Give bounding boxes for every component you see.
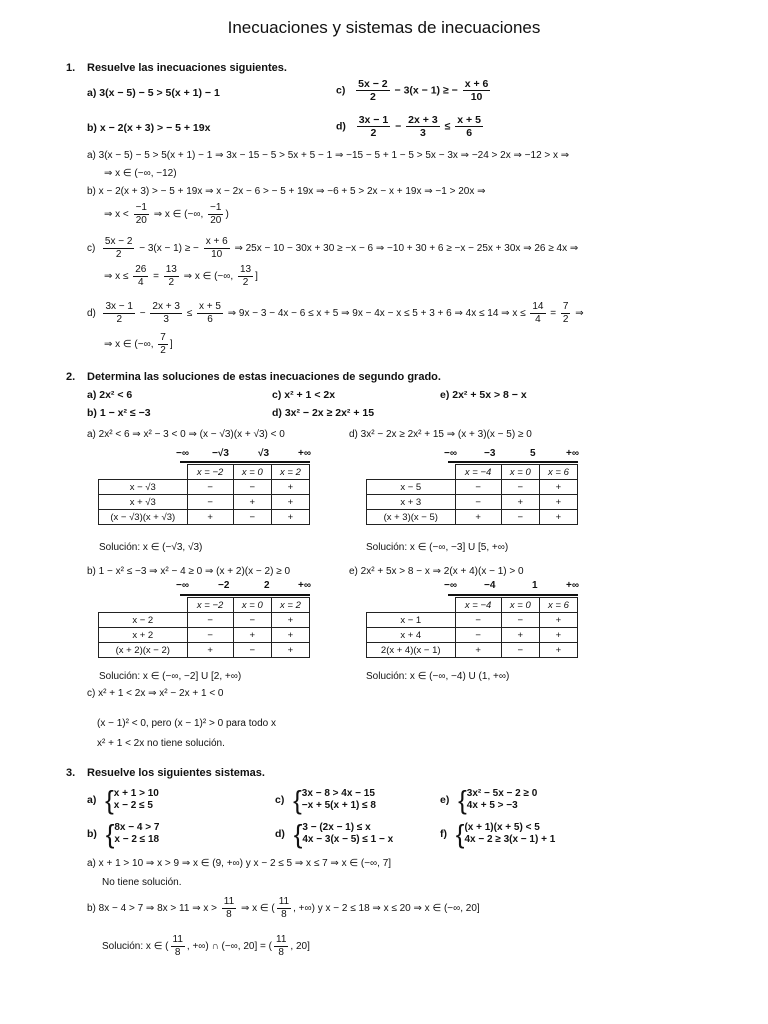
exercise-1b: b) x − 2(x + 3) > − 5 + 19x [87,122,211,134]
fraction [530,301,545,326]
fraction [133,264,148,289]
sign-cell: + [455,643,501,658]
system-equations [302,822,393,846]
tick-label: −∞ [176,580,189,591]
table-row [99,480,310,495]
denominator: 2 [562,314,569,325]
section-3-heading: Resuelve los siguientes sistemas. [87,767,265,779]
numerator: 11 [223,896,235,907]
label: c) [336,84,346,97]
tick-label: +∞ [298,448,311,459]
sign-cell: + [187,643,233,658]
denominator: 2 [370,127,377,139]
expression: ) [225,209,229,221]
numerator: x + 6 [205,236,228,247]
table-header: x = −2 [187,465,233,480]
equation: 3 − (2x − 1) ≤ x [302,822,371,833]
sign-cell: − [501,480,539,495]
sign-cell: + [271,613,309,628]
solution-2a-line: a) 2x² < 6 ⇒ x² − 3 < 0 ⇒ (x − √3)(x + √3) < 0 [87,429,285,440]
exercise-1d [336,114,485,139]
system-equations [114,788,159,812]
sign-cell: − [455,480,501,495]
tick-label: −∞ [176,448,189,459]
numerator: 11 [172,934,183,945]
tick-label: +∞ [566,580,579,591]
solution-2e-line: e) 2x² + 5x > 8 − x ⇒ 2(x + 4)(x − 1) > 0 [349,566,524,577]
table-header-row [367,465,578,480]
fraction [208,202,223,227]
system-3f [440,819,556,849]
table-header: x = −4 [455,598,501,613]
numerator: 13 [165,264,177,275]
left-brace-icon: { [293,819,303,849]
denominator: 8 [226,909,232,920]
equation: x − 2 ≤ 5 [113,800,153,811]
expression: , +∞) y x − 2 ≤ 18 ⇒ x ≤ 20 ⇒ x ∈ (−∞, 20] [293,903,480,915]
equation: 8x − 4 > 7 [114,822,160,833]
sign-cell: + [271,643,309,658]
expression: ⇒ x ≤ [104,271,129,283]
solution-1a-line2: ⇒ x ∈ (−∞, −12) [104,168,177,179]
numerator: 5x − 2 [104,236,133,247]
sign-cell: + [271,510,309,525]
sign-cell: − [455,495,501,510]
number-line [180,461,310,463]
sign-cell: − [455,613,501,628]
numerator: x + 5 [457,114,481,126]
tick-label: −3 [484,448,496,459]
numerator: x + 5 [199,301,221,312]
sign-cell: + [539,480,577,495]
tick-label: +∞ [298,580,311,591]
tick-label: −2 [218,580,230,591]
left-brace-icon: { [458,785,467,815]
sign-cell: − [187,628,233,643]
equation: x − 2 ≤ 18 [114,834,160,845]
sign-cell: − [455,628,501,643]
table-cell [99,465,188,480]
exercise-2c: c) x² + 1 < 2x [272,389,336,401]
equation: 3x − 8 > 4x − 15 [301,788,375,799]
label: f) [440,827,447,840]
expression: − 3(x − 1) ≥ − [139,243,199,255]
fraction [164,264,179,289]
denominator: 2 [115,249,122,260]
label: b) [87,827,97,840]
exercise-2a: a) 2x² < 6 [87,389,133,401]
sign-cell: + [501,495,539,510]
expression: b) 8x − 4 > 7 ⇒ 8x > 11 ⇒ x > [87,903,217,915]
denominator: 20 [210,215,222,226]
sign-cell: − [233,643,271,658]
system-3a [87,785,159,815]
fraction [158,332,168,357]
sign-cell: + [271,628,309,643]
denominator: 10 [211,249,223,260]
sign-table [98,597,310,658]
solution-1b-line2 [104,202,229,227]
row-label: x + 2 [99,628,188,643]
equation: (x + 1)(x + 5) < 5 [464,822,540,833]
expression: ⇒ x ∈ ( [240,903,275,915]
sign-cell: + [271,495,309,510]
exercise-2d: d) 3x² − 2x ≥ 2x² + 15 [272,407,375,419]
denominator: 3 [420,127,426,139]
numerator: 11 [278,896,290,907]
table-row [99,613,310,628]
equation: 3x² − 5x − 2 ≥ 0 [466,788,538,799]
table-row [367,510,578,525]
fraction [455,114,483,139]
table-header: x = 6 [539,465,577,480]
section-2-number: 2. [66,371,76,383]
solution-1b-line1: b) x − 2(x + 3) > − 5 + 19x ⇒ x − 2x − 6 > − 5 + 19x ⇒ −6 + 5 > 2x − x + 19x ⇒ −1 > 20x ⇒ [87,186,486,197]
fraction [171,934,185,959]
sign-cell: − [501,643,539,658]
denominator: 4 [138,277,144,288]
expression: ⇒ x < [104,209,129,221]
expression: ≤ [444,120,451,133]
denominator: 2 [242,277,249,288]
fraction [204,236,230,261]
expression: ⇒ x ∈ (−∞, [183,271,234,283]
fraction [197,301,223,326]
numerator: 2x + 3 [408,114,438,126]
sign-cell: + [233,495,271,510]
exercise-2e: e) 2x² + 5x > 8 − x [440,389,527,401]
tick-label: 2 [264,580,270,591]
denominator: 6 [466,127,473,139]
solution-1a-line1: a) 3(x − 5) − 5 > 5(x + 1) − 1 ⇒ 3x − 15 − 5 > 5x + 5 − 1 ⇒ −15 − 5 + 1 − 5 > 5x − 3x ⇒ −24 > 2x ⇒ −12 > x ⇒ [87,150,570,161]
table-header-row [99,598,310,613]
row-label: x − 1 [367,613,456,628]
sign-cell: + [539,510,577,525]
fraction [357,114,391,139]
table-row [367,643,578,658]
fraction [406,114,440,139]
fraction [356,78,390,103]
equation: 4x + 5 > −3 [466,800,518,811]
solution-3b-line [87,896,480,921]
sign-cell: − [233,613,271,628]
row-label: (x − √3)(x + √3) [99,510,188,525]
denominator: 10 [470,91,483,103]
number-line [448,594,578,596]
section-3-number: 3. [66,767,76,779]
numerator: −1 [135,202,147,213]
section-1-number: 1. [66,62,76,74]
sign-cell: + [187,510,233,525]
solution-1d-line2 [104,332,173,357]
sign-cell: + [539,643,577,658]
fraction [103,301,135,326]
sign-cell: + [539,613,577,628]
fraction [134,202,149,227]
expression: ⇒ [575,308,584,320]
row-label: x − √3 [99,480,188,495]
denominator: 2 [168,277,175,288]
row-label: x − 5 [367,480,456,495]
table-row [367,628,578,643]
sign-cell: − [233,510,271,525]
numerator: x + 6 [464,78,489,90]
left-brace-icon: { [105,819,115,849]
expression: ⇒ 9x − 3 − 4x − 6 ≤ x + 5 ⇒ 9x − 4x − x ≤ 5 + 3 + 6 ⇒ 4x ≤ 14 ⇒ x ≤ [227,308,526,320]
denominator: 2 [369,91,376,103]
table-row [367,613,578,628]
denominator: 4 [535,314,541,325]
denominator: 2 [116,314,123,325]
sign-cell: − [187,495,233,510]
expression: ⇒ 25x − 10 − 30x + 30 ≥ −x − 6 ⇒ −10 + 30 + 6 ≥ −x − 25x + 30x ⇒ 26 ≥ 4x ⇒ [234,243,579,255]
fraction [274,934,288,959]
sign-cell: + [539,628,577,643]
row-label: x − 2 [99,613,188,628]
solution-2d-line: d) 3x² − 2x ≥ 2x² + 15 ⇒ (x + 3)(x − 5) ≥ 0 [349,429,532,440]
fraction [561,301,571,326]
table-header: x = 2 [271,465,309,480]
expression: , 20] [290,941,310,953]
table-header: x = 0 [501,598,539,613]
system-3d [275,819,394,849]
table-row [99,510,310,525]
sign-cell: + [233,628,271,643]
numerator: 13 [239,264,252,275]
numerator: 2x + 3 [152,301,180,312]
label: d) [87,308,96,320]
table-cell [99,598,188,613]
system-equations [114,822,159,846]
solution-2c-line3: x² + 1 < 2x no tiene solución. [97,738,225,749]
equation: 4x − 3(x − 5) ≤ 1 − x [302,834,394,845]
number-line [448,461,578,463]
table-header-row [99,465,310,480]
expression: ≤ [186,308,193,320]
sign-table [366,464,578,525]
left-brace-icon: { [105,785,114,815]
label: d) [275,827,285,840]
expression: ⇒ x ∈ (−∞, [153,209,204,221]
row-label: x + √3 [99,495,188,510]
sign-cell: − [233,480,271,495]
system-equations [467,788,538,812]
tick-label: −4 [484,580,496,591]
equation: x + 1 > 10 [113,788,159,799]
expression: ] [255,271,258,283]
denominator: 8 [174,947,181,958]
tick-label: 1 [532,580,538,591]
table-header: x = −2 [187,598,233,613]
sign-cell: − [501,510,539,525]
numerator: 7 [160,332,166,343]
expression: = [153,271,159,283]
solution-1c-line2 [104,264,258,289]
sign-cell: + [455,510,501,525]
solution-3a-line: a) x + 1 > 10 ⇒ x > 9 ⇒ x ∈ (9, +∞) y x − 2 ≤ 5 ⇒ x ≤ 7 ⇒ x ∈ (−∞, 7] [87,858,392,869]
row-label: (x + 3)(x − 5) [367,510,456,525]
sign-cell: + [539,495,577,510]
expression: − 3(x − 1) ≥ − [394,84,458,97]
numerator: 11 [276,934,287,945]
sign-cell: − [187,480,233,495]
tick-label: +∞ [566,448,579,459]
table-header: x = 6 [539,598,577,613]
system-3e [440,785,538,815]
expression: ⇒ x ∈ (−∞, [104,339,154,351]
numerator: 14 [532,301,544,312]
label: e) [440,793,450,806]
table-row [99,495,310,510]
expression: , +∞) ∩ (−∞, 20] = ( [186,941,272,953]
fraction [463,78,491,103]
exercise-1c [336,78,492,103]
table-cell [367,598,456,613]
equation: 4x − 2 ≥ 3(x − 1) + 1 [464,834,556,845]
exercise-1a: a) 3(x − 5) − 5 > 5(x + 1) − 1 [87,87,220,99]
label: c) [275,793,285,806]
table-cell [367,465,456,480]
denominator: 6 [207,314,213,325]
solution-1c-line1 [87,236,578,261]
numerator: −1 [210,202,222,213]
solution-2d-result: Solución: x ∈ (−∞, −3] U [5, +∞) [366,542,509,553]
denominator: 2 [160,345,166,356]
table-row [99,643,310,658]
numerator: 26 [135,264,147,275]
expression: = [550,308,557,320]
expression: − [139,308,146,320]
denominator: 3 [163,314,169,325]
fraction [238,264,253,289]
numerator: 3x − 1 [105,301,133,312]
numerator: 5x − 2 [358,78,388,90]
fraction [150,301,182,326]
numerator: 7 [562,301,569,312]
system-equations [302,788,376,812]
table-header: x = −4 [455,465,501,480]
expression: ] [169,339,173,351]
sign-cell: − [501,613,539,628]
solution-2e-result: Solución: x ∈ (−∞, −4) U (1, +∞) [366,671,510,682]
equation: −x + 5(x + 1) ≤ 8 [301,800,376,811]
label: d) [336,120,346,133]
row-label: 2(x + 4)(x − 1) [367,643,456,658]
solution-2c-line2: (x − 1)² < 0, pero (x − 1)² > 0 para todo x [97,718,276,729]
page-title: Inecuaciones y sistemas de inecuaciones [227,18,541,37]
expression: Solución: x ∈ ( [102,941,169,953]
row-label: (x + 2)(x − 2) [99,643,188,658]
table-header: x = 2 [271,598,309,613]
table-row [99,628,310,643]
section-2-heading: Determina las soluciones de estas inecuaciones de segundo grado. [87,371,441,383]
tick-label: −√3 [212,448,229,459]
solution-2b-result: Solución: x ∈ (−∞, −2] U [2, +∞) [99,671,242,682]
fraction [103,236,135,261]
solution-2a-result: Solución: x ∈ (−√3, √3) [99,542,203,553]
system-3c [275,785,376,815]
expression: − [395,120,402,133]
left-brace-icon: { [455,819,465,849]
table-header: x = 0 [501,465,539,480]
left-brace-icon: { [293,785,302,815]
solution-3b-result [102,934,310,959]
solution-1d-line1 [87,301,584,326]
table-header: x = 0 [233,465,271,480]
tick-label: 5 [530,448,536,459]
sign-table [98,464,310,525]
fraction [222,896,236,921]
sign-cell: + [501,628,539,643]
fraction [277,896,291,921]
tick-label: −∞ [444,580,457,591]
number-line [180,594,310,596]
solution-2c-line: c) x² + 1 < 2x ⇒ x² − 2x + 1 < 0 [87,688,224,699]
row-label: x + 4 [367,628,456,643]
table-row [367,495,578,510]
system-equations [464,822,555,846]
exercise-2b: b) 1 − x² ≤ −3 [87,407,151,419]
tick-label: −∞ [444,448,457,459]
label: c) [87,243,96,255]
sign-cell: − [187,613,233,628]
denominator: 20 [135,215,147,226]
label: a) [87,793,97,806]
denominator: 8 [281,909,287,920]
sign-cell: + [271,480,309,495]
denominator: 8 [278,947,284,958]
numerator: 3x − 1 [358,114,389,126]
row-label: x + 3 [367,495,456,510]
table-row [367,480,578,495]
section-1-heading: Resuelve las inecuaciones siguientes. [87,62,287,74]
system-3b [87,819,160,849]
solution-2b-line: b) 1 − x² ≤ −3 ⇒ x² − 4 ≥ 0 ⇒ (x + 2)(x − 2) ≥ 0 [87,566,291,577]
solution-3a-result: No tiene solución. [102,877,182,888]
table-header: x = 0 [233,598,271,613]
table-header-row [367,598,578,613]
tick-label: √3 [258,448,270,459]
sign-table [366,597,578,658]
